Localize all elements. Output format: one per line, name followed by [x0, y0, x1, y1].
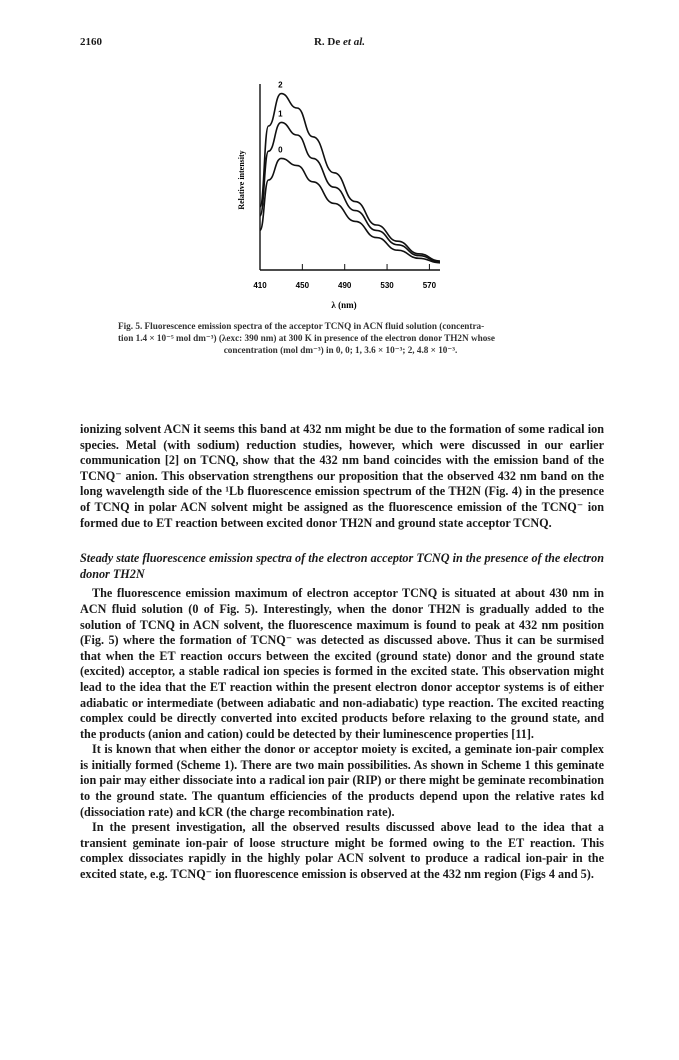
x-tick-label: 450 [295, 281, 310, 290]
series-line-1 [260, 122, 440, 262]
section-title: Steady state fluorescence emission spectra of the electron acceptor TCNQ in the presence of the electron donor TH2N [80, 551, 604, 581]
figure-caption [118, 320, 563, 356]
page-number: 2160 [80, 36, 102, 48]
y-axis-label: Relative intensity [237, 150, 246, 210]
x-tick-label: 570 [422, 281, 437, 290]
paragraph-continued: ionizing solvent ACN it seems this band at 432 nm might be due to the formation of some radical ion species. Metal (with sodium) reduction studies, however, which were discussed in our earlier communication [2] on TCNQ, show that the 432 nm band coincides with the emission band of the TCNQ⁻ anion. This observation strengthens our proposition that the observed 432 nm band on the long wavelength side of the ¹Lb fluorescence emission spectrum of the TH2N (Fig. 4) in the presence of TCNQ in polar ACN solvent might be assigned as the fluorescence emission of the TCNQ⁻ ion formed due to ET reaction between excited donor TH2N and ground state acceptor TCNQ. [80, 422, 604, 530]
running-head-etal: et al. [343, 36, 366, 48]
series-line-2 [260, 94, 440, 261]
paragraph: It is known that when either the donor or acceptor moiety is excited, a geminate ion-pair complex is initially formed (Scheme 1). There are two main possibilities. As shown in Scheme 1 this geminate ion pair may either dissociate into a radical ion pair (RIP) or there might be geminate recombination to the ground state. The quantum efficiencies of the products depend upon the relative rates kd (dissociation rate) and kCR (the charge recombination rate). [80, 742, 604, 819]
page-header [0, 36, 679, 56]
running-head-authors: R. De [313, 36, 341, 48]
figure-5 [220, 80, 460, 310]
emission-spectra-chart [220, 80, 460, 310]
x-tick-label: 410 [253, 281, 267, 290]
caption-line-2: tion 1.4 × 10⁻⁵ mol dm⁻³) (λexc: 390 nm) at 300 K in presence of the electron donor TH2N whose [118, 333, 495, 343]
series-line-0 [260, 158, 440, 262]
x-tick-label: 530 [380, 281, 394, 290]
paragraph: The fluorescence emission maximum of electron acceptor TCNQ is situated at about 430 nm in ACN fluid solution (0 of Fig. 5). Interestingly, when the donor TH2N is gradually added to the solution of TCNQ in ACN solvent, the fluorescence maximum is found to peak at 432 nm position (Fig. 5) where the formation of TCNQ⁻ was detected as discussed above. Thus it can be surmised that when the ET reaction occurs between the excited (ground state) donor and the ground state (excited) acceptor, a stable radical ion species is formed in the excited state. This observation might lead to the idea that the ET reaction within the present electron donor acceptor systems is of either adiabatic or intermediate (between adiabatic and non-adiabatic) type reaction. The excited reacting complex could be directly converted into excited products before relaxing to the ground state, and the products (anion and cation) could be detected by their luminescence properties [11]. [80, 586, 604, 741]
paragraph: In the present investigation, all the observed results discussed above lead to the idea that a transient geminate ion-pair of loose structure might be formed owing to the ET reaction. This complex dissociates rapidly in the highly polar ACN solvent to produce a radical ion-pair in the excited state, e.g. TCNQ⁻ ion fluorescence emission is observed at the 432 nm region (Figs 4 and 5). [80, 820, 604, 882]
x-tick-label: 490 [338, 281, 352, 290]
caption-line-1: Fig. 5. Fluorescence emission spectra of the acceptor TCNQ in ACN fluid solution (concentra- [118, 321, 485, 331]
x-axis-label: λ (nm) [331, 300, 357, 310]
running-head [0, 36, 679, 48]
body-text [80, 422, 604, 883]
series-label-2: 2 [278, 80, 283, 90]
series-label-0: 0 [278, 145, 283, 155]
caption-line-3: concentration (mol dm⁻³) in 0, 0; 1, 3.6 × 10⁻³; 2, 4.8 × 10⁻³. [223, 345, 458, 355]
series-label-1: 1 [278, 109, 283, 119]
